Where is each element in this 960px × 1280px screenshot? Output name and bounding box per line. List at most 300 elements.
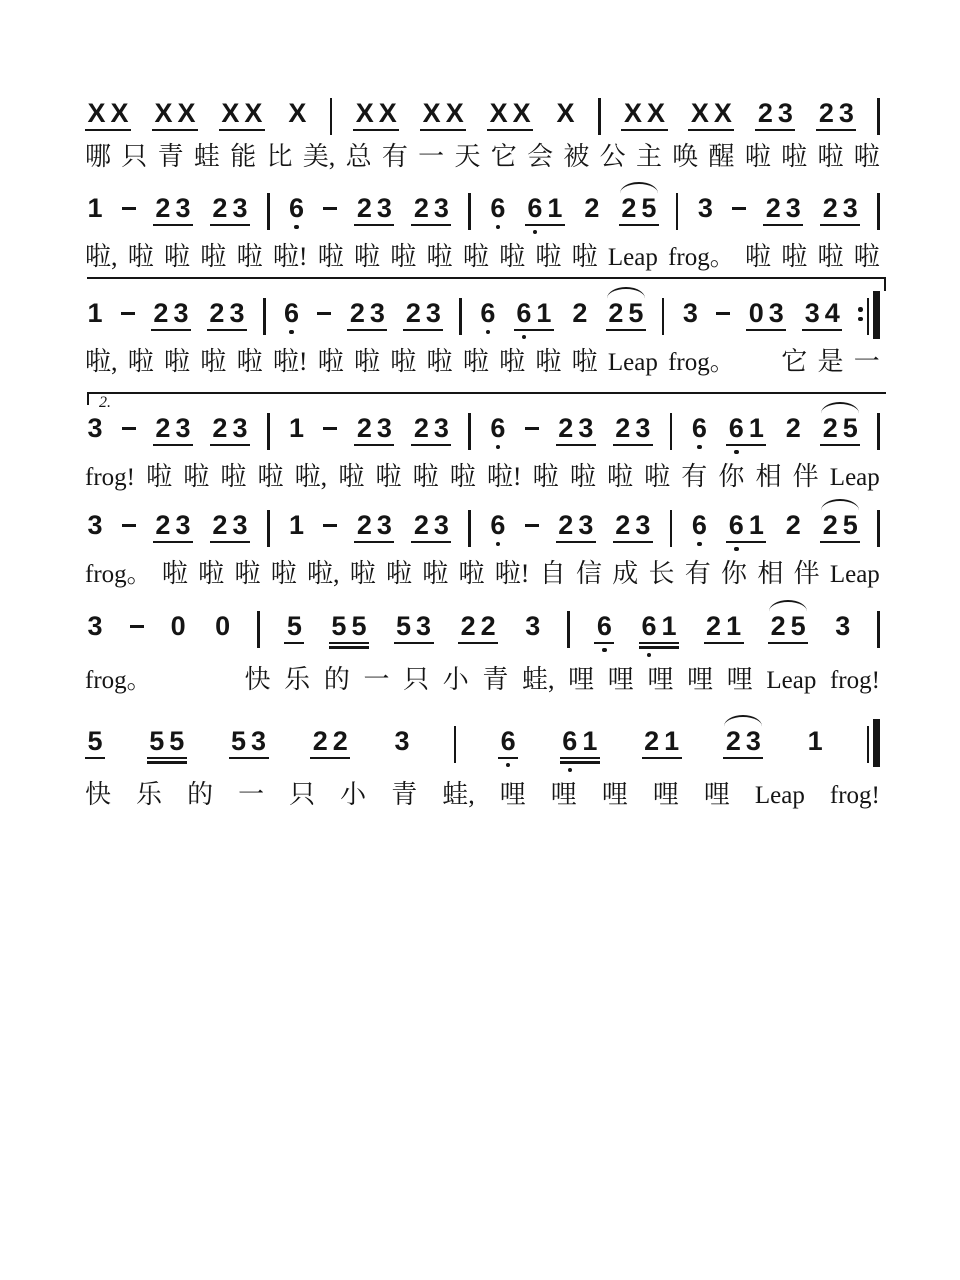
beam-underline [310,757,350,760]
note-digit: 2 [584,193,600,223]
lyric-syllable: 啦 [781,241,808,271]
note-group [353,100,399,131]
note-digit: 1 [547,193,563,223]
barline [676,193,679,230]
lyric-syllable: 啦, [294,461,328,491]
note-group [85,195,105,221]
lyric-syllable: Leap [829,463,880,491]
lyric-syllable: 啦 [200,241,227,271]
lyric-syllable: 你 [718,461,745,491]
barline-thick [873,719,880,767]
score-line-1 [85,100,880,172]
lyric-syllable: 成 [612,558,639,588]
note-group [556,415,596,446]
note-digits [816,100,856,126]
volta-second-ending [87,392,886,411]
lyrics-row [85,347,880,378]
note-digits [152,100,198,126]
lyric-syllable: 啦! [486,461,522,491]
notes-row [85,415,880,455]
lyric-syllable: 啦 [744,142,771,171]
note-digits [833,613,853,639]
note-digit: 2 [765,193,781,223]
note-digit: 2 [785,510,801,540]
note-digits [392,728,412,754]
note-digits [286,415,306,441]
note-digits [286,195,306,221]
duration-dash [716,312,730,315]
note-digits [639,613,679,639]
octave-dot [294,225,299,230]
barline-thin [867,726,870,763]
note-group [411,195,451,226]
lyric-syllable: 啦! [494,558,530,588]
note-digit: 1 [288,510,304,540]
note-group [723,728,763,759]
lyric-syllable: 小 [340,779,367,809]
notes-row [85,100,880,135]
duration-dash [121,312,135,315]
octave-dot-row [488,542,508,547]
lyric-syllable: 一 [418,142,445,171]
note-group [570,300,590,326]
octave-dot [568,768,573,773]
lyric-syllable: Leap [607,243,658,271]
note-digit: 2 [209,298,225,328]
note-digit: 3 [376,193,392,223]
note-group [498,728,518,768]
lyric-syllable: 蛙, [522,664,555,694]
lyric-syllable: 乐 [284,664,311,694]
note-digit: 6 [527,193,543,223]
barline [468,193,471,230]
note-group [704,613,744,644]
beam-underline [820,541,860,544]
note-digit: 2 [644,726,660,756]
note-digit: 1 [748,413,764,443]
note-group [153,195,193,226]
note-digit: X [378,98,397,128]
note-digit: 3 [777,98,793,128]
note-digit: 3 [87,611,103,641]
duration-dash [323,207,337,210]
lyric-syllable: 啦 [426,346,453,376]
note-group [85,512,105,538]
note-group [746,300,786,331]
note-digit: 5 [169,726,185,756]
lyric-syllable: 哩 [652,779,679,809]
note-group [85,100,131,131]
beam-underline [802,329,842,332]
score-line-2 [85,195,880,273]
note-digits [85,415,105,441]
lyric-syllable: 啦 [569,461,596,491]
note-digit: 6 [728,510,744,540]
note-digit: 5 [790,611,806,641]
note-digit: 5 [628,298,644,328]
beam-underline [755,129,795,132]
lyric-syllable: 啦 [535,241,562,271]
note-group [820,195,860,226]
note-digit: 1 [87,193,103,223]
beam-underline [420,129,466,132]
barline [468,413,471,450]
lyric-syllable: 乐 [136,779,163,809]
note-digit: 3 [578,413,594,443]
lyric-syllable: 你 [721,558,748,588]
note-digit: 6 [480,298,496,328]
lyric-syllable: 的 [323,664,350,694]
lyric-syllable: 唤 [672,142,699,171]
note-digit: 3 [635,413,651,443]
barline [598,98,601,135]
barline [263,298,266,335]
note-digits [704,613,744,639]
octave-dot-cell [594,648,614,653]
lyric-syllable: 啦 [606,461,633,491]
beam-underline [411,224,451,227]
lyric-syllable: 啦 [644,461,671,491]
note-digit: 1 [288,413,304,443]
lyric-syllable: Leap [766,666,817,694]
note-digits [329,613,369,639]
note-group [556,512,596,543]
note-digit: 3 [785,193,801,223]
note-group [689,512,709,547]
note-digit: 3 [433,413,449,443]
note-digit: 3 [433,510,449,540]
note-digit: 3 [232,413,248,443]
beam-underline [642,757,682,760]
lyric-syllable: 快 [244,664,271,694]
note-digit: 5 [842,510,858,540]
note-group [613,415,653,446]
note-digits [556,415,596,441]
lyric-syllable: 有 [681,461,708,491]
note-digits [85,195,105,221]
beam-underline [219,129,265,132]
note-digit: 2 [349,298,365,328]
lyric-syllable: 蛙, [442,779,475,809]
note-group [152,100,198,131]
note-group [680,300,700,326]
lyric-syllable: 啦, [85,346,118,376]
note-group [85,728,105,759]
beam-underline [726,541,766,544]
lyric-syllable: frog! [829,666,880,694]
lyric-syllable: 一 [238,779,265,809]
beam-underline [723,757,763,760]
note-digits [153,512,193,538]
note-group [594,613,614,653]
beam-underline [147,761,187,764]
beam-underline [353,129,399,132]
note-group [621,100,667,131]
lyric-syllable: 啦 [499,346,526,376]
note-group [689,415,709,450]
octave-dot [496,225,501,230]
beam-underline [151,329,191,332]
note-digit: X [445,98,464,128]
note-digit: 3 [838,98,854,128]
lyric-syllable: 只 [403,664,430,694]
note-digit: 5 [286,611,302,641]
beam-underline [354,224,394,227]
note-group [805,728,825,754]
barline [662,298,665,335]
note-digit: X [489,98,508,128]
lyric-syllable: Leap [754,781,805,809]
lyric-syllable: 快 [85,779,112,809]
duration-dash [130,625,144,628]
volta-label: 2. [99,394,111,411]
beam-underline [594,642,614,645]
note-digit: 6 [490,193,506,223]
note-digit: 2 [621,193,637,223]
note-group [354,415,394,446]
lyric-syllable: 美, [302,142,336,171]
lyric-syllable: 主 [635,142,662,171]
note-group [488,415,508,450]
lyric-syllable: 长 [648,558,675,588]
lyric-syllable: 啦 [127,241,154,271]
lyric-syllable: 啦 [220,461,247,491]
note-group [783,415,803,441]
note-group [458,613,498,644]
note-digit: 6 [728,413,744,443]
lyric-syllable: 能 [230,142,257,171]
note-digits [746,300,786,326]
note-digit: 2 [212,510,228,540]
note-digits [85,728,105,754]
note-digits [723,728,763,754]
note-digit: 3 [578,510,594,540]
beam-underline [403,329,443,332]
beam-underline [498,757,518,760]
note-digits [153,415,193,441]
note-digits [805,728,825,754]
barline [877,611,880,648]
note-group [310,728,350,759]
octave-dot-cell [726,547,746,552]
lyric-syllable: 啦! [272,346,308,376]
note-digits [353,100,399,126]
lyrics-row [85,665,880,696]
note-digit: 5 [231,726,247,756]
note-group [347,300,387,331]
lyric-syllable: 啦 [449,461,476,491]
barline [267,193,270,230]
duration-dash [122,207,136,210]
note-group [833,613,853,639]
note-digits [85,613,105,639]
octave-dot-cell [488,542,508,547]
barline [257,611,260,648]
octave-dot-row [639,653,679,658]
octave-dot-cell [726,450,746,455]
volta-hook [884,277,886,291]
beam-underline [347,329,387,332]
lyric-syllable: 有 [684,558,711,588]
octave-dot-cell [580,768,600,773]
lyric-syllable: 会 [527,142,554,171]
note-digit: 5 [87,726,103,756]
note-group [411,512,451,543]
note-group [619,195,659,226]
note-digit: 5 [396,611,412,641]
note-digits [594,613,614,639]
notes-row [85,195,880,235]
barline [459,298,462,335]
note-digits [768,613,808,639]
note-digits [147,728,187,754]
lyrics-row [85,462,880,493]
lyric-syllable: 它 [781,346,808,376]
note-digit: 6 [641,611,657,641]
note-digit: 5 [331,611,347,641]
note-group [523,613,543,639]
beam-underline [329,646,369,649]
octave-dot-row [560,768,600,773]
octave-dot [697,542,702,547]
slur-arc [620,182,658,194]
note-digit: 2 [757,98,773,128]
note-digit: 2 [413,413,429,443]
beam-underline [763,224,803,227]
octave-dot-cell [639,653,659,658]
note-digit: 5 [351,611,367,641]
note-digit: 6 [288,193,304,223]
note-digit: 6 [691,413,707,443]
beam-underline [458,642,498,645]
note-digit: X [690,98,709,128]
note-digits [642,728,682,754]
beam-underline [354,444,394,447]
lyric-syllable: 啦 [462,241,489,271]
note-digit: 3 [229,298,245,328]
note-digits [820,195,860,221]
note-digits [458,613,498,639]
beam-underline [639,646,679,649]
beam-underline [229,757,269,760]
note-digits [354,195,394,221]
note-digits [488,512,508,538]
score-line-6 [85,613,880,696]
beam-underline [153,224,193,227]
note-digit: 6 [490,413,506,443]
lyric-syllable: 伴 [793,558,820,588]
note-digit: 0 [748,298,764,328]
octave-dot-row [689,542,709,547]
beam-underline [487,129,533,132]
note-digits [394,613,434,639]
note-digit: 2 [153,298,169,328]
note-digit: 3 [232,510,248,540]
note-digit: 3 [804,298,820,328]
note-digits [213,613,233,639]
note-digit: 3 [87,510,103,540]
duration-dash [323,427,337,430]
note-digits [802,300,842,326]
lyric-syllable: 啦 [781,142,808,171]
lyric-syllable: 啦 [499,241,526,271]
note-digit: 2 [332,726,348,756]
note-digits [820,512,860,538]
volta-first-ending [87,277,886,291]
note-digit: 2 [460,611,476,641]
final-barline [867,728,880,767]
note-digit: 2 [706,611,722,641]
note-group [514,300,554,340]
lyric-syllable: 啦 [164,346,191,376]
lyric-syllable: 青 [391,779,418,809]
notes-row [85,728,880,773]
lyric-syllable: 啦 [853,142,880,171]
note-digits [347,300,387,326]
note-digit: X [646,98,665,128]
note-digits [354,415,394,441]
lyric-syllable: 一 [363,664,390,694]
note-digits [783,415,803,441]
note-group [403,300,443,331]
note-digit: 2 [770,611,786,641]
volta-hook [87,392,89,405]
note-digit: 5 [149,726,165,756]
octave-dot-row [498,763,518,768]
octave-dot-row [286,225,306,230]
note-digit: 3 [232,193,248,223]
note-group [213,613,233,639]
beam-underline [639,642,679,645]
note-group [688,100,734,131]
note-group [85,300,105,326]
octave-dot-cell [498,763,518,768]
lyric-syllable: 啦 [532,461,559,491]
note-group [726,415,766,455]
note-digit: 1 [582,726,598,756]
note-digit: 2 [212,193,228,223]
beam-underline [820,224,860,227]
lyric-syllable: 有 [381,142,408,171]
beam-underline [613,541,653,544]
note-group [151,300,191,331]
note-digits [689,512,709,538]
note-digits [286,100,309,126]
note-digit: X [713,98,732,128]
octave-dot-cell [659,653,679,658]
beam-underline [560,761,600,764]
lyric-syllable: 啦 [270,558,297,588]
lyric-syllable: 啦 [354,241,381,271]
note-digit: 2 [785,413,801,443]
lyric-syllable: 啦 [338,461,365,491]
duration-dash [122,427,136,430]
note-digit: 6 [500,726,516,756]
note-group [755,100,795,131]
note-digit: 3 [251,726,267,756]
note-group [392,728,412,754]
note-group [768,613,808,644]
note-group [606,300,646,331]
notes-row [85,512,880,552]
lyric-syllable: 啦 [390,241,417,271]
lyric-syllable: Leap [607,348,658,376]
note-digit: 2 [818,98,834,128]
note-group [582,195,602,221]
note-group [153,512,193,543]
beam-underline [153,541,193,544]
lyric-syllable: 哩 [601,779,628,809]
